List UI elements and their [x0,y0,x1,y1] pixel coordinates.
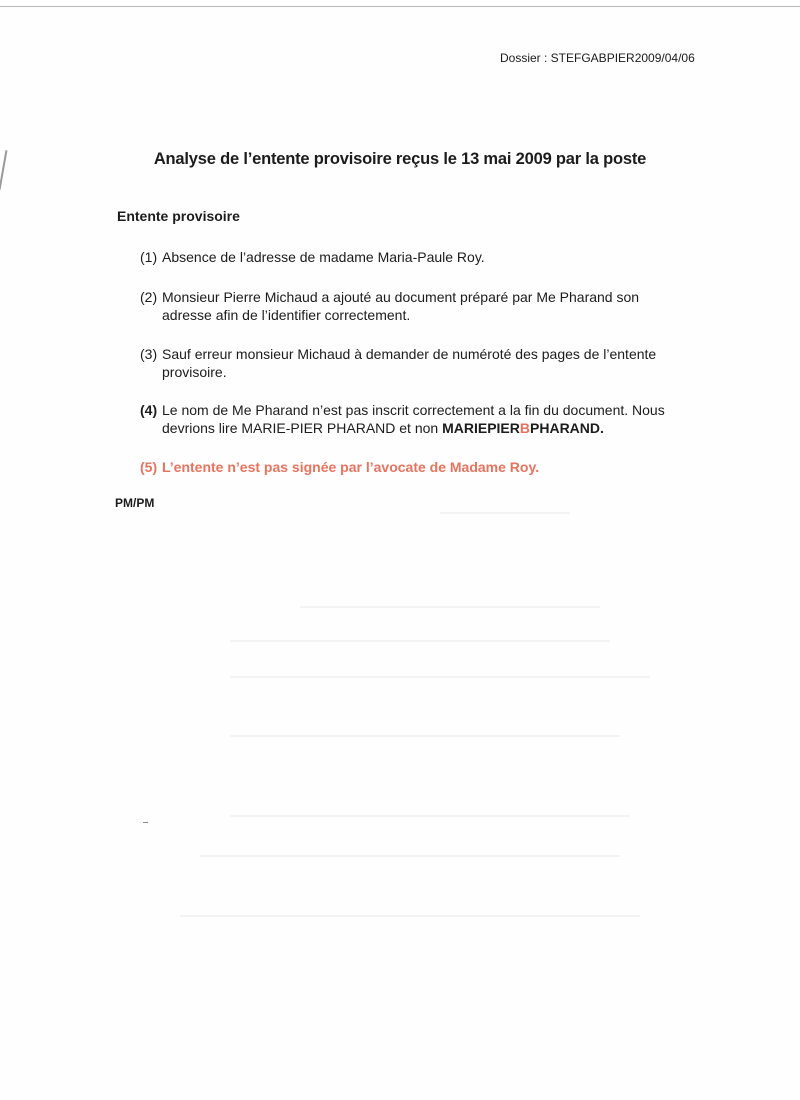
item-text: L’entente n’est pas signée par l’avocate de Madame Roy. [162,459,540,475]
stray-mark [143,822,148,823]
document-title: Analyse de l’entente provisoire reçus le 13 mai 2009 par la poste [153,150,647,168]
bleed-through-line [230,815,630,817]
item-text-line-2 [140,419,700,437]
top-edge-rule [0,6,800,7]
bleed-through-line [230,735,620,737]
list-item-4 [140,401,700,437]
list-item-2 [140,288,700,324]
incorrect-name [442,420,604,436]
bleed-through-line [230,640,610,642]
list-item-1 [140,248,700,266]
item-text-line-2: provisoire. [162,364,227,380]
item-text-line-1: Monsieur Pierre Michaud a ajouté au document préparé par Me Pharand son [162,289,640,305]
item-text-line-1: Sauf erreur monsieur Michaud à demander de numéroté des pages de l’entente [162,346,657,362]
bleed-through-line [230,676,650,678]
bleed-through-line [300,606,600,608]
incorrect-name-highlight: B [519,420,531,436]
bleed-through-line [180,915,640,917]
incorrect-name-start: MARIEPIER [442,420,520,436]
list-item-5 [140,458,700,476]
author-initials: PM/PM [115,496,155,510]
item-number: (3) [140,346,158,362]
item-number: (5) [140,459,158,475]
item-text-line-2: adresse afin de l’identifier correctement. [162,307,411,323]
item-number: (2) [140,289,158,305]
item-text-line-1: Le nom de Me Pharand n’est pas inscrit correctement a la fin du document. Nous [162,402,665,418]
section-heading: Entente provisoire [117,208,240,224]
item-number: (4) [140,402,158,418]
dossier-reference: Dossier : STEFGABPIER2009/04/06 [500,51,695,65]
item-number: (1) [140,249,158,265]
incorrect-name-end: PHARAND. [530,420,604,436]
list-item-3 [140,345,700,381]
bleed-through-line [200,855,620,857]
bleed-through-line [440,512,570,514]
item-text-line-2-lead: devrions lire MARIE-PIER PHARAND et non [162,420,443,436]
item-text: Absence de l’adresse de madame Maria-Paule Roy. [162,249,485,265]
